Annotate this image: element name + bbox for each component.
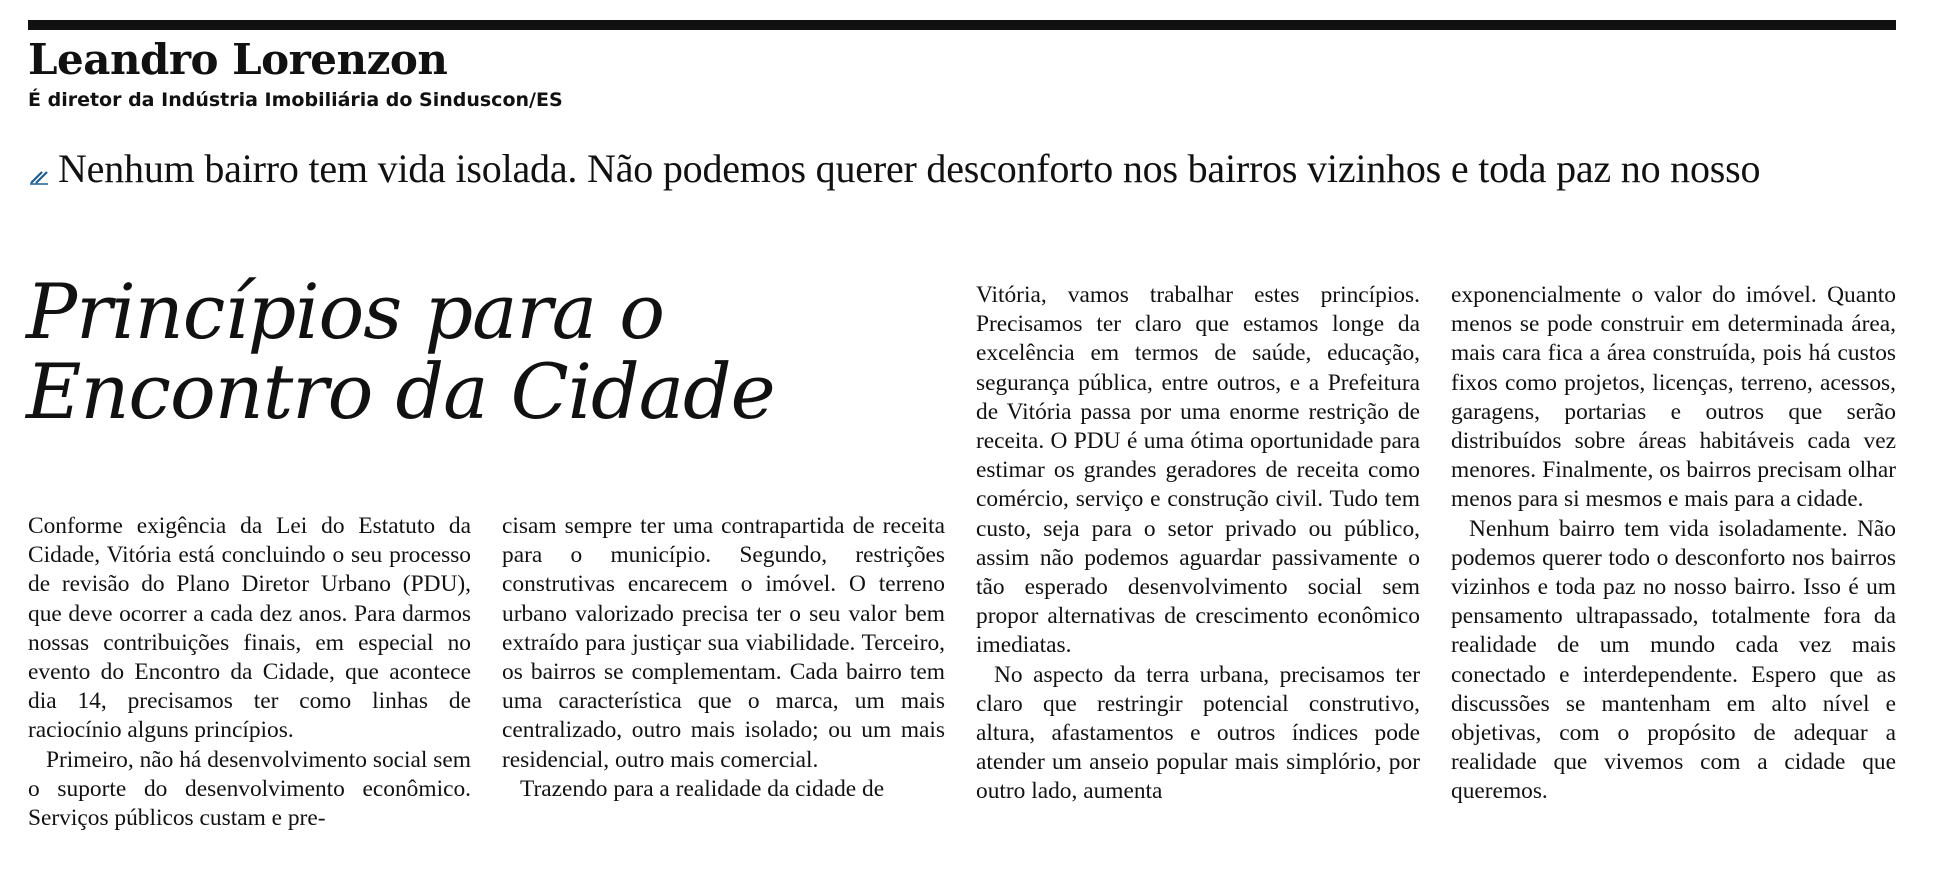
headline-line-1: Princípios para o bbox=[26, 267, 664, 356]
quote-slash-icon bbox=[28, 163, 50, 185]
author-name: Leandro Lorenzon bbox=[28, 35, 448, 84]
paragraph: cisam sempre ter uma contrapartida de receita para o município. Segundo, restrições construtivas encarecem o imóvel. O terreno urbano valorizado precisa ter o seu valor bem extraído para justiçar sua viabilidade. Terceiro, os bairros se complementam. Cada bairro tem uma característica que o marca, um mais centralizado, outro mais isolado; ou um mais residencial, outro mais comercial. bbox=[502, 513, 945, 773]
article-column-3 bbox=[976, 281, 1420, 807]
paragraph: Vitória, vamos trabalhar estes princípios. Precisamos ter claro que estamos longe da excelência em termos de saúde, educação, segurança pública, entre outros, e a Prefeitura de Vitória passa por uma enorme restrição de receita. O PDU é uma ótima oportunidade para estimar os grandes geradores de receita como comércio, serviço e construção civil. Tudo tem custo, seja para o setor privado ou público, assim não podemos aguardar passivamente o tão esperado desenvolvimento social sem propor alternativas de crescimento econômico imediatas. bbox=[976, 282, 1420, 659]
article-headline bbox=[26, 267, 926, 436]
article-column-4 bbox=[1451, 281, 1896, 807]
paragraph: No aspecto da terra urbana, precisamos ter claro que restringir potencial construtivo, altura, afastamentos e outros índices pode atender um anseio popular mais simplório, por outro lado, aumenta bbox=[976, 661, 1420, 805]
paragraph: Primeiro, não há desenvolvimento social sem o suporte do desenvolvimento econômico. Serviços públicos custam e pre- bbox=[28, 746, 471, 832]
article-column-2 bbox=[502, 512, 945, 804]
paragraph: Nenhum bairro tem vida isoladamente. Não podemos querer todo o desconforto nos bairros vizinhos e toda paz no nosso bairro. Isso é um pensamento ultrapassado, totalmente fora da realidade de um mundo cada vez mais conectado e interdependente. Espero que as discussões se mantenham em alto nível e objetivas, com o propósito de adequar a realidade que vivemos com a cidade que queremos. bbox=[1451, 515, 1896, 805]
article-column-1 bbox=[28, 512, 471, 833]
pull-quote: Nenhum bairro tem vida isolada. Não podemos querer desconforto nos bairros vizinhos e toda paz no nosso bbox=[58, 146, 1761, 191]
paragraph: Conforme exigência da Lei do Estatuto da Cidade, Vitória está concluindo o seu processo de revisão do Plano Diretor Urbano (PDU), que deve ocorrer a cada dez anos. Para darmos nossas contribuições finais, em especial no evento do Encontro da Cidade, que acontece dia 14, precisamos ter como linhas de raciocínio alguns princípios. bbox=[28, 513, 471, 744]
paragraph: Trazendo para a realidade da cidade de bbox=[520, 775, 885, 802]
author-role: É diretor da Indústria Imobiliária do Sinduscon/ES bbox=[28, 89, 563, 111]
paragraph: exponencialmente o valor do imóvel. Quanto menos se pode construir em determinada área, mais cara fica a área construída, pois há custos fixos como projetos, licenças, terreno, acessos, garagens, portarias e outros que serão distribuídos sobre áreas habitáveis cada vez menores. Finalmente, os bairros precisam olhar menos para si mesmos e mais para a cidade. bbox=[1451, 282, 1896, 513]
top-rule bbox=[28, 20, 1896, 30]
headline-line-2: Encontro da Cidade bbox=[26, 347, 775, 436]
